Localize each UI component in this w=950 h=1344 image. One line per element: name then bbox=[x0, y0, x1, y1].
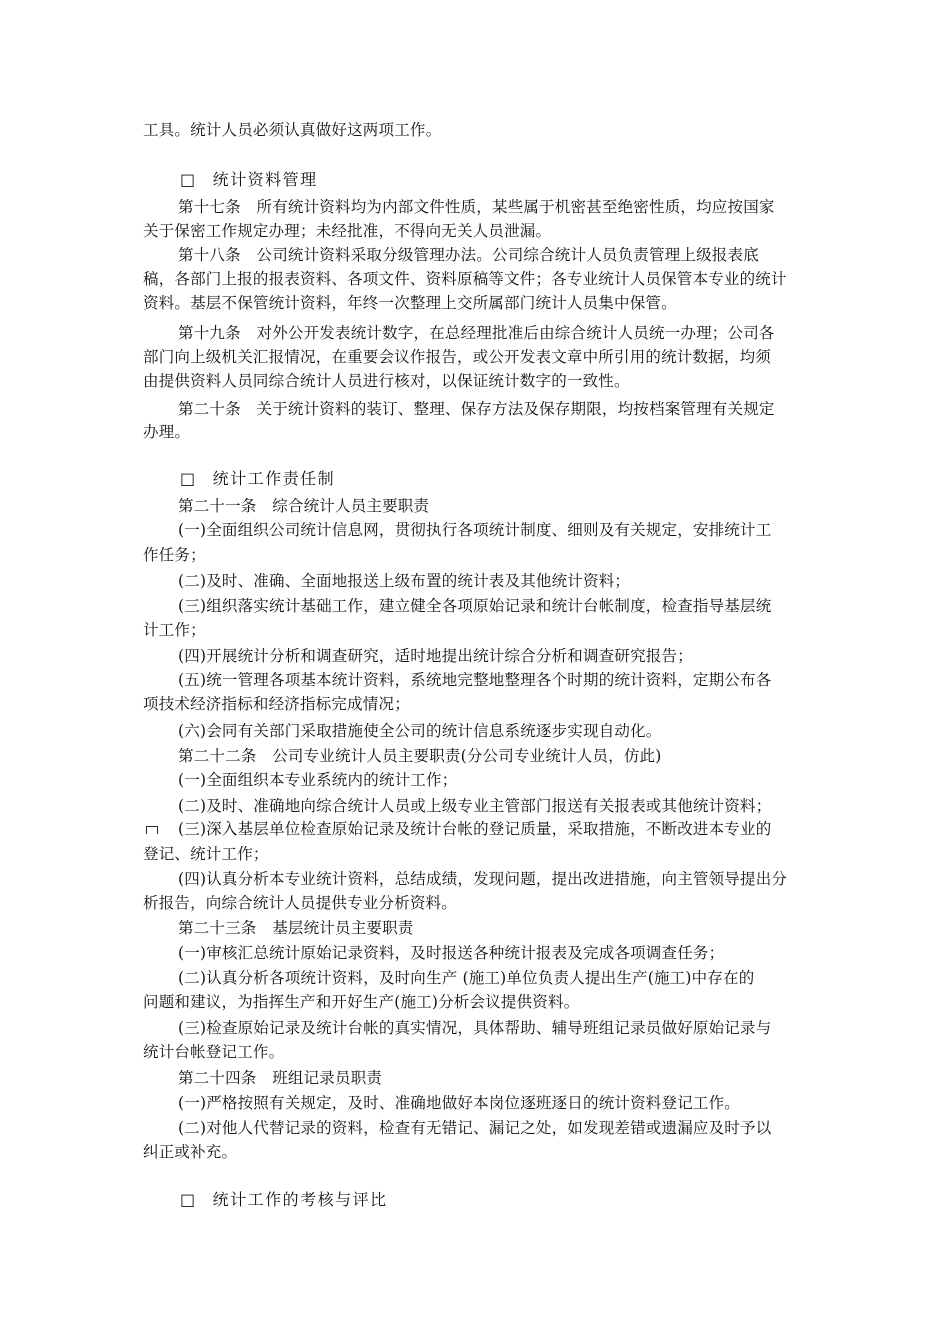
section-heading-text: 统计工作责任制 bbox=[212, 469, 336, 488]
section-heading bbox=[180, 1188, 388, 1212]
paragraph-line: 第十八条 公司统计资料采取分级管理办法。公司综合统计人员负责管理上级报表底 bbox=[178, 246, 759, 264]
paragraph-line: 作任务； bbox=[143, 546, 206, 564]
paragraph-line: 项技术经济指标和经济指标完成情况； bbox=[143, 695, 410, 713]
section-heading-text: 统计资料管理 bbox=[212, 170, 318, 189]
paragraph-line: (二)及时、准确、全面地报送上级布置的统计表及其他统计资料； bbox=[178, 572, 631, 590]
paragraph-line: (二)对他人代替记录的资料，检查有无错记、漏记之处，如发现差错或遗漏应及时予以 bbox=[178, 1119, 772, 1137]
paragraph-line: 部门向上级机关汇报情况，在重要会议作报告，或公开发表文章中所引用的统计数据，均须 bbox=[143, 348, 772, 366]
paragraph-line: (二)及时、准确地向综合统计人员或上级专业主管部门报送有关报表或其他统计资料； bbox=[178, 797, 772, 815]
checkbox-icon: □ bbox=[180, 170, 197, 189]
paragraph-line: 办理。 bbox=[143, 423, 191, 441]
paragraph-line: 问题和建议，为指挥生产和开好生产(施工)分析会议提供资料。 bbox=[143, 993, 580, 1011]
paragraph-line: 纠正或补充。 bbox=[143, 1143, 238, 1161]
paragraph-line: (一)严格按照有关规定，及时、准确地做好本岗位逐班逐日的统计资料登记工作。 bbox=[178, 1094, 740, 1112]
section-heading bbox=[180, 467, 335, 491]
margin-mark-icon bbox=[146, 826, 158, 834]
paragraph-line: 第二十条 关于统计资料的装订、整理、保存方法及保存期限，均按档案管理有关规定 bbox=[178, 400, 775, 418]
paragraph-line: 第二十四条 班组记录员职责 bbox=[178, 1069, 383, 1087]
paragraph-line: 工具。统计人员必须认真做好这两项工作。 bbox=[143, 121, 442, 139]
paragraph-line: 登记、统计工作； bbox=[143, 845, 269, 863]
paragraph-line: 资料。基层不保管统计资料，年终一次整理上交所属部门统计人员集中保管。 bbox=[143, 294, 677, 312]
section-heading bbox=[180, 168, 318, 192]
paragraph-line: 稿，各部门上报的报表资料、各项文件、资料原稿等文件；各专业统计人员保管本专业的统计 bbox=[143, 270, 787, 288]
paragraph-line: (四)认真分析本专业统计资料，总结成绩，发现问题，提出改进措施，向主管领导提出分 bbox=[178, 870, 788, 888]
paragraph-line: (一)全面组织本专业系统内的统计工作； bbox=[178, 771, 458, 789]
paragraph-line: (五)统一管理各项基本统计资料，系统地完整地整理各个时期的统计资料，定期公布各 bbox=[178, 671, 772, 689]
paragraph-line: (三)组织落实统计基础工作，建立健全各项原始记录和统计台帐制度，检查指导基层统 bbox=[178, 597, 772, 615]
paragraph-line: 第二十三条 基层统计员主要职责 bbox=[178, 919, 414, 937]
paragraph-line: 关于保密工作规定办理；未经批准，不得向无关人员泄漏。 bbox=[143, 222, 552, 240]
paragraph-line: 由提供资料人员同综合统计人员进行核对，以保证统计数字的一致性。 bbox=[143, 372, 630, 390]
paragraph-line: (四)开展统计分析和调查研究，适时地提出统计综合分析和调查研究报告； bbox=[178, 647, 693, 665]
paragraph-line: (三)检查原始记录及统计台帐的真实情况，具体帮助、辅导班组记录员做好原始记录与 bbox=[178, 1019, 772, 1037]
checkbox-icon: □ bbox=[180, 1190, 197, 1209]
paragraph-line: (二)认真分析各项统计资料，及时向生产 (施工)单位负责人提出生产(施工)中存在的 bbox=[178, 969, 755, 987]
checkbox-icon: □ bbox=[180, 469, 197, 488]
paragraph-line: 析报告，向综合统计人员提供专业分析资料。 bbox=[143, 894, 458, 912]
paragraph-line: 统计台帐登记工作。 bbox=[143, 1043, 285, 1061]
paragraph-line: (六)会同有关部门采取措施使全公司的统计信息系统逐步实现自动化。 bbox=[178, 722, 662, 740]
paragraph-line: 第二十二条 公司专业统计人员主要职责(分公司专业统计人员，仿此) bbox=[178, 747, 662, 765]
paragraph-line: 第十九条 对外公开发表统计数字，在总经理批准后由综合统计人员统一办理；公司各 bbox=[178, 324, 775, 342]
paragraph-line: (一)全面组织公司统计信息网，贯彻执行各项统计制度、细则及有关规定，安排统计工 bbox=[178, 521, 772, 539]
paragraph-line: 第十七条 所有统计资料均为内部文件性质，某些属于机密甚至绝密性质，均应按国家 bbox=[178, 198, 775, 216]
paragraph-line: 计工作； bbox=[143, 621, 206, 639]
section-heading-text: 统计工作的考核与评比 bbox=[212, 1190, 388, 1209]
paragraph-line: (三)深入基层单位检查原始记录及统计台帐的登记质量，采取措施，不断改进本专业的 bbox=[178, 820, 772, 838]
paragraph-line: (一)审核汇总统计原始记录资料，及时报送各种统计报表及完成各项调查任务； bbox=[178, 944, 725, 962]
paragraph-line: 第二十一条 综合统计人员主要职责 bbox=[178, 497, 430, 515]
